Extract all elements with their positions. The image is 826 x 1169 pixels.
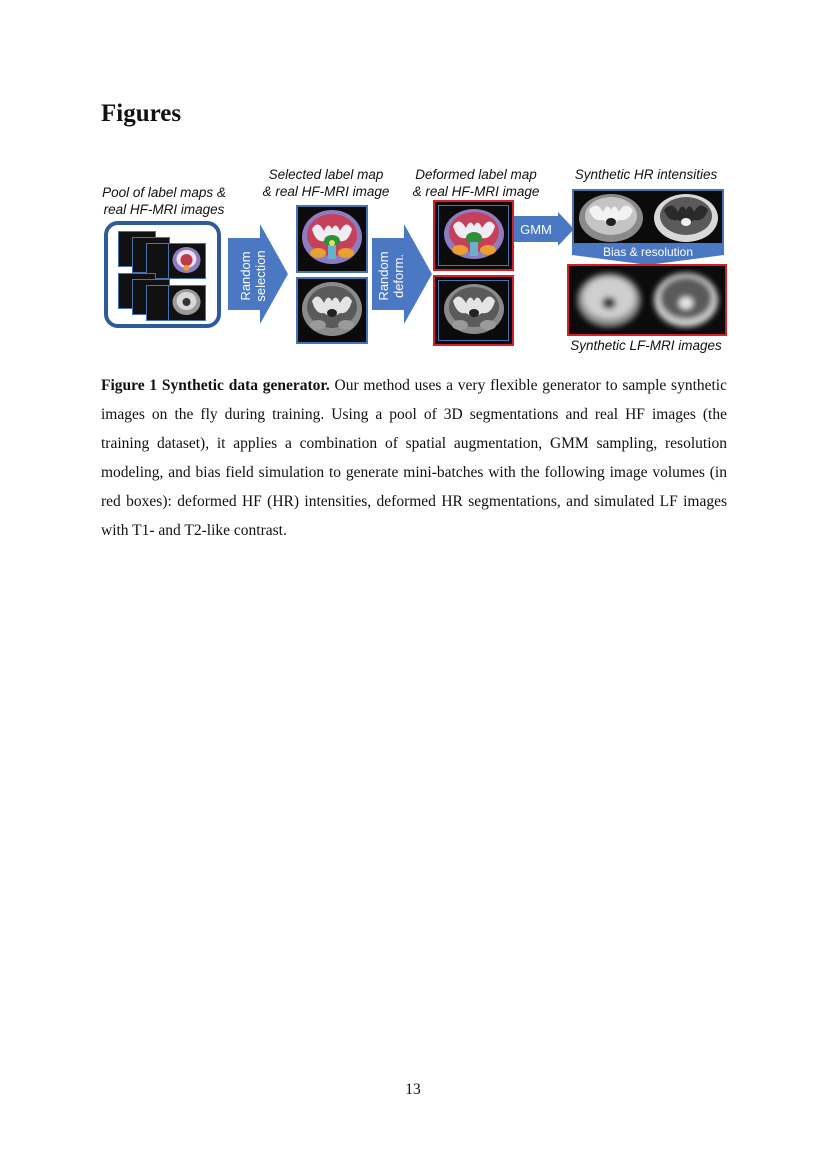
synthetic-lf-t2-icon xyxy=(649,269,723,331)
synthetic-lf-panel xyxy=(567,264,727,336)
deformed-label xyxy=(405,166,547,200)
random-selection-arrow xyxy=(228,224,290,324)
figure-caption xyxy=(101,371,727,545)
deformed-label-line2: & real HF-MRI image xyxy=(412,184,540,199)
synthetic-hr-t2-icon xyxy=(650,192,722,244)
brain-mri-icon xyxy=(439,281,509,341)
brain-label-map-icon xyxy=(298,207,366,271)
section-heading: Figures xyxy=(101,100,182,127)
label-map-pool xyxy=(104,221,221,328)
deformed-mri-image xyxy=(433,275,514,346)
deformed-label-line1: Deformed label map xyxy=(415,167,537,182)
caption-text: Our method uses a very flexible generator to sample synthetic images on the fly during training. Using a pool of 3D segmentations and real HF images (the training dataset), it applies a combination of spatial augmentation, GMM sampling, resolution modeling, and bias field simulation to generate mini-batches with the following image volumes (in red boxes): deformed HF (HR) intensities, deformed HR segmentations, and simulated LF images with T1- and T2-like contrast. xyxy=(101,377,727,539)
brain-mri-icon xyxy=(298,279,366,342)
selected-mri-image xyxy=(296,277,368,344)
brain-label-map-icon xyxy=(439,206,509,266)
bias-resolution-arrow xyxy=(572,241,724,265)
random-selection-line2: selection xyxy=(253,250,268,302)
selected-label-line1: Selected label map xyxy=(268,167,384,182)
bias-resolution-label: Bias & resolution xyxy=(602,245,694,259)
synthetic-hr-panel xyxy=(572,189,724,246)
random-deform-arrow xyxy=(372,224,434,324)
pool-image-label-map xyxy=(168,243,206,279)
synthetic-lf-t1-icon xyxy=(572,269,646,331)
caption-label: Figure 1 Synthetic data generator. xyxy=(101,377,330,394)
selected-label-map-image xyxy=(296,205,368,273)
pool-label xyxy=(96,184,232,218)
synthetic-hr-t1-icon xyxy=(575,192,647,244)
brain-label-map-thumbnail xyxy=(169,244,204,277)
pool-label-line1: Pool of label maps & xyxy=(102,185,226,200)
gmm-arrow xyxy=(514,212,574,246)
synthetic-hr-label: Synthetic HR intensities xyxy=(574,167,718,182)
random-deform-line1: Random xyxy=(376,251,391,301)
brain-mri-thumbnail xyxy=(169,286,204,319)
pool-label-line2: real HF-MRI images xyxy=(103,202,225,217)
selected-label xyxy=(256,166,396,200)
deformed-label-map-image xyxy=(433,200,514,271)
pool-image-mri xyxy=(168,285,206,321)
synthetic-lf-label: Synthetic LF-MRI images xyxy=(570,338,722,353)
random-deform-line2: deform. xyxy=(391,253,406,299)
selected-label-line2: & real HF-MRI image xyxy=(262,184,390,199)
gmm-label: GMM xyxy=(520,222,552,237)
page-number: 13 xyxy=(405,1081,421,1098)
random-selection-line1: Random xyxy=(238,251,253,301)
